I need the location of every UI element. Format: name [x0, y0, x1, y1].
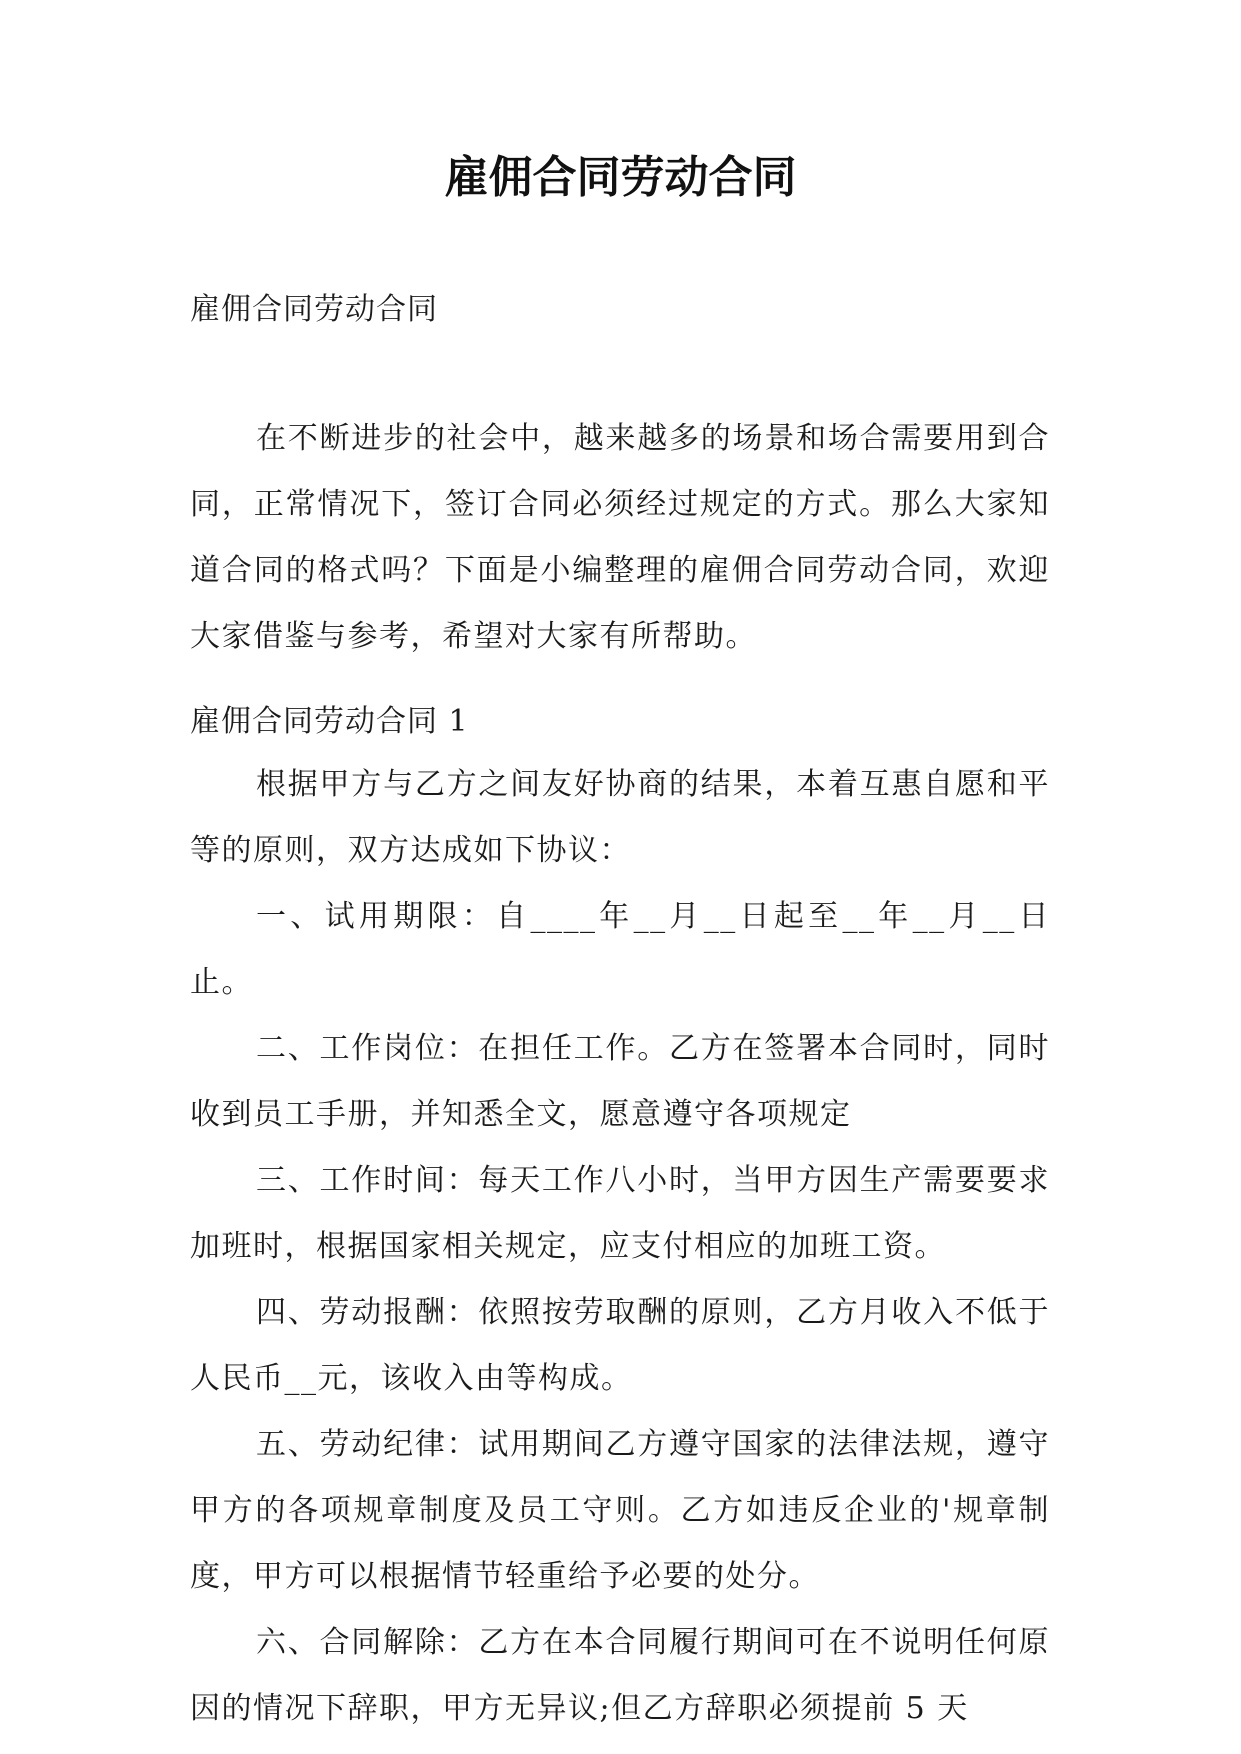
section-heading: 雇佣合同劳动合同 1 [190, 704, 469, 739]
paragraph-labor-discipline: 五、劳动纪律：试用期间乙方遵守国家的法律法规，遵守甲方的各项规章制度及员工守则。乙方如违反企业的'规章制度，甲方可以根据情节轻重给予必要的处分。 [190, 1427, 1050, 1594]
paragraph-remuneration: 四、劳动报酬：依照按劳取酬的原则，乙方月收入不低于人民币__元，该收入由等构成。 [190, 1295, 1050, 1396]
paragraph-working-hours: 三、工作时间：每天工作八小时，当甲方因生产需要要求加班时，根据国家相关规定，应支付相应的加班工资。 [190, 1163, 1050, 1264]
document-subtitle: 雇佣合同劳动合同 [190, 292, 438, 327]
paragraph-contract-termination: 六、合同解除：乙方在本合同履行期间可在不说明任何原因的情况下辞职，甲方无异议;但乙方辞职必须提前 5 天 [190, 1625, 1050, 1726]
paragraph-probation-period: 一、试用期限：自____年__月__日起至__年__月__日止。 [190, 899, 1050, 1000]
contract-body [190, 752, 1050, 1742]
paragraph-job-position: 二、工作岗位：在担任工作。乙方在签署本合同时，同时收到员工手册，并知悉全文，愿意遵守各项规定 [190, 1031, 1050, 1132]
paragraph-preamble: 根据甲方与乙方之间友好协商的结果，本着互惠自愿和平等的原则，双方达成如下协议： [190, 767, 1050, 868]
document-title: 雇佣合同劳动合同 [444, 152, 797, 203]
intro-paragraph: 在不断进步的社会中，越来越多的场景和场合需要用到合同，正常情况下，签订合同必须经过规定的方式。那么大家知道合同的格式吗？下面是小编整理的雇佣合同劳动合同，欢迎大家借鉴与参考，希望对大家有所帮助。 [190, 421, 1050, 654]
